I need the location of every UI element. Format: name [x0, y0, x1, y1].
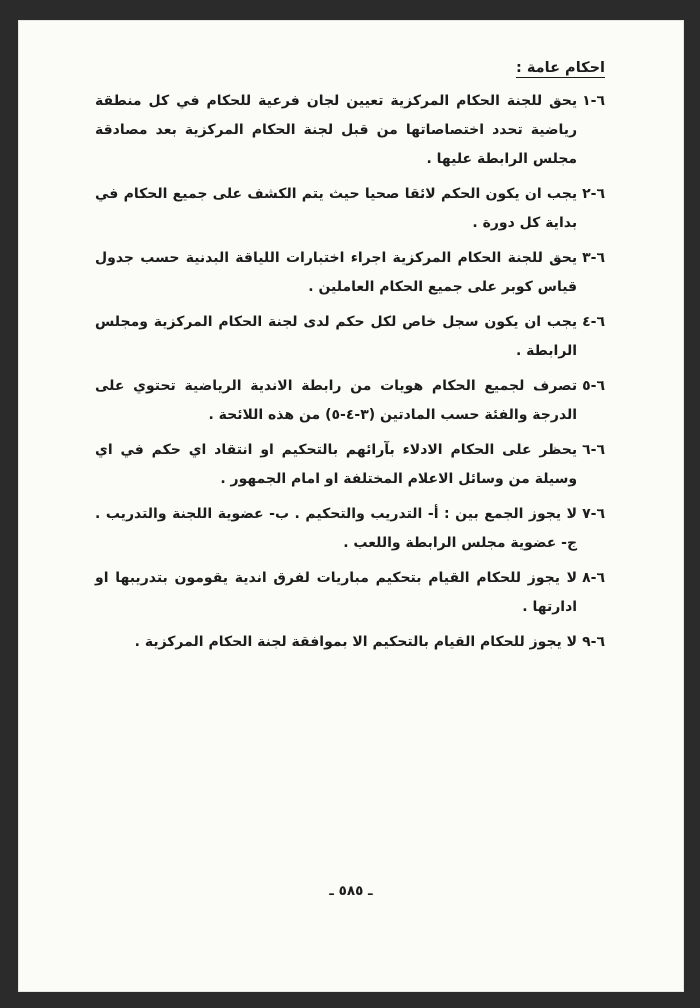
clause-number: ٦-٦ [582, 442, 605, 458]
page-number: ـ ٥٨٥ ـ [329, 883, 373, 899]
document-page [18, 20, 684, 992]
clause-text: لا يجوز الجمع بين : أ- التدريب والتحكيم . ب- عضوية اللجنة والتدريب . ج- عضوية مجلس الرابطة واللعب . [95, 506, 578, 551]
clause-number: ٦-٨ [582, 570, 605, 586]
clause-text: لا يجوز للحكام القيام بتحكيم مباريات لفرق اندية يقومون بتدريبها او ادارتها . [95, 570, 578, 615]
clause-6-2 [95, 180, 605, 238]
clause-6-5 [95, 372, 605, 430]
clause-number: ٦-٩ [582, 634, 605, 650]
clause-6-1 [95, 87, 605, 174]
clause-number: ٦-٤ [582, 314, 605, 330]
section-heading: احكام عامة : [516, 60, 605, 76]
clause-6-6 [95, 436, 605, 494]
clause-number: ٦-٢ [582, 186, 605, 202]
clause-6-9 [95, 628, 605, 657]
clause-number: ٦-٣ [582, 250, 605, 266]
clause-text: تصرف لجميع الحكام هويات من رابطة الاندية الرياضية تحتوي على الدرجة والفئة حسب المادتين (٣-٤-٥) من هذه اللائحة . [95, 378, 578, 423]
clause-number: ٦-١ [582, 93, 605, 109]
document-body [95, 58, 605, 663]
clause-text: يجب ان يكون سجل خاص لكل حكم لدى لجنة الحكام المركزية ومجلس الرابطة . [95, 314, 578, 359]
clause-number: ٦-٥ [582, 378, 605, 394]
clause-text: لا يجوز للحكام القيام بالتحكيم الا بموافقة لجنة الحكام المركزية . [134, 634, 578, 650]
clause-6-7 [95, 500, 605, 558]
clause-number: ٦-٧ [582, 506, 605, 522]
clause-text: يحظر على الحكام الادلاء بآرائهم بالتحكيم او انتقاد اي حكم في اي وسيلة من وسائل الاعلام المختلفة او امام الجمهور . [95, 442, 578, 487]
clause-text: يجب ان يكون الحكم لائقا صحيا حيث يتم الكشف على جميع الحكام في بداية كل دورة . [95, 186, 578, 231]
clause-6-4 [95, 308, 605, 366]
clause-6-3 [95, 244, 605, 302]
clause-text: يحق للجنة الحكام المركزية اجراء اختبارات اللياقة البدنية حسب جدول قياس كوبر على جميع الحكام العاملين . [95, 250, 578, 295]
clause-text: يحق للجنة الحكام المركزية تعيين لجان فرعية للحكام في كل منطقة رياضية تحدد اختصاصاتها من قبل لجنة الحكام المركزية بعد مصادقة مجلس الرابطة عليها . [95, 93, 578, 167]
clause-6-8 [95, 564, 605, 622]
